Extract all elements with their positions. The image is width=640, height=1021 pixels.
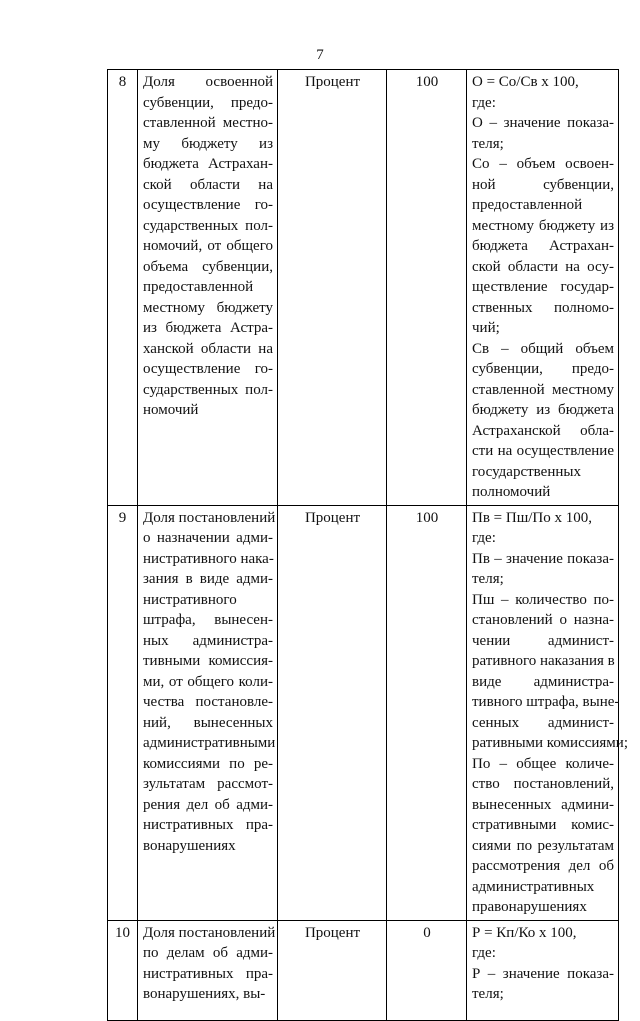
formula-line: Пв = Пш/По х 100, [472,509,593,526]
formula-line: Со – объем освоен- [472,156,614,172]
formula-line: тивного штрафа, выне- [472,694,620,710]
formula-cell [467,920,619,1020]
formula-line: субвенции, предо- [472,361,614,377]
table-row [108,920,619,1020]
indicator-name-line: предоставленной [143,279,254,295]
indicator-name-line: местному бюджету [143,299,273,316]
formula-line: чении админист- [472,632,614,649]
indicator-name-line: административными [143,735,276,751]
indicator-name-line: нистративных пра- [143,817,273,833]
indicator-name-line: бюджета Астрахан- [143,156,273,172]
indicator-name-line: рения дел об адми- [143,796,273,813]
indicator-name-line: нистративного [143,591,237,608]
formula-line: ной субвенции, [472,176,614,193]
formula-line: ставленной местному [472,381,614,398]
indicator-name-line: ний, вынесенных [143,714,273,731]
unit-cell: Процент [278,70,387,506]
formula-line: предоставленной [472,197,583,213]
target-value-cell: 100 [387,70,467,506]
formula-line: ративными комиссиями; [472,735,628,751]
formula-line: О – значение показа- [472,115,614,131]
indicator-name-line: му бюджету из [143,135,273,152]
formula-line: ской области на осу- [472,258,614,275]
formula-line: По – общее количе- [472,755,614,772]
row-number-cell: 10 [108,920,138,1020]
indicator-name-line: номочий [143,402,199,418]
formula-line: где: [472,530,496,546]
formula-line: сиями по результатам [472,837,614,854]
indicator-name-line: осуществление го- [143,197,273,213]
indicator-name-cell [138,70,278,506]
target-value-cell: 100 [387,505,467,920]
indicator-name-line: чества постановле- [143,694,273,710]
indicator-name-line: ской области на [143,176,273,193]
indicator-name-line: по делам об адми- [143,945,273,961]
indicator-name-line: ставленной местно- [143,115,273,131]
formula-line: стративными комис- [472,817,614,833]
formula-line: рассмотрения дел об [472,858,614,874]
indicator-name-line: Доля постановлений [143,924,276,941]
indicators-table [107,69,628,1021]
formula-line: Св – общий объем [472,340,614,357]
formula-line: теля; [472,571,504,587]
formula-line: ство постановлений, [472,776,614,792]
indicator-name-line: нистративного нака- [143,550,274,567]
indicator-name-line: нистративных пра- [143,965,273,982]
formula-line: сенных админист- [472,714,614,731]
row-number-cell: 8 [108,70,138,506]
indicator-name-line: ханской области на [143,340,273,357]
formula-line: полномочий [472,484,551,500]
indicator-name-cell [138,920,278,1020]
indicator-name-cell [138,505,278,920]
formula-line: где: [472,945,496,961]
formula-line: государственных [472,463,581,480]
formula-line: становлений о назна- [472,612,614,628]
formula-line: правонарушениях [472,899,587,915]
indicator-name-line: ми, от общего коли- [143,673,273,690]
formula-line: где: [472,94,496,111]
formula-line: О = Со/Св х 100, [472,74,579,90]
formula-line: местному бюджету из [472,217,614,234]
indicator-name-line: о назначении адми- [143,530,273,546]
formula-line: ративного наказания в [472,653,615,669]
formula-line: ственных полномо- [472,299,614,316]
formula-line: бюджета Астрахан- [472,238,614,254]
formula-line: ществление государ- [472,279,614,295]
formula-line: бюджету из бюджета [472,402,614,418]
formula-line: Р = Кп/Ко х 100, [472,924,577,941]
indicator-name-line: номочий, от общего [143,238,273,254]
formula-line: теля; [472,986,504,1002]
table-row [108,505,619,920]
indicator-name-line: вонарушениях [143,837,236,854]
table-row [108,70,619,506]
indicator-name-line: зультатам рассмот- [143,776,273,792]
formula-line: Пв – значение показа- [472,550,614,567]
indicator-name-line: ных администра- [143,632,273,649]
indicator-name-line: тивными комиссия- [143,653,273,669]
indicator-name-line: осуществление го- [143,361,273,377]
indicator-name-line: из бюджета Астра- [143,320,273,336]
formula-line: Астраханской обла- [472,422,614,439]
formula-cell [467,505,628,920]
formula-line: чий; [472,320,500,336]
formula-line: Пш – количество по- [472,591,614,608]
indicator-name-line: сударственных пол- [143,217,273,234]
unit-cell: Процент [278,505,387,920]
target-value-cell: 0 [387,920,467,1020]
indicator-name-line: субвенции, предо- [143,94,273,111]
unit-cell: Процент [278,920,387,1020]
page-number: 7 [316,47,324,63]
formula-cell [467,70,619,506]
indicator-name-line: Доля освоенной [143,74,273,90]
indicator-name-line: зания в виде адми- [143,571,273,587]
indicator-name-line: объема субвенции, [143,258,273,275]
formula-line: Р – значение показа- [472,965,614,982]
formula-line: административных [472,878,595,895]
indicator-name-line: Доля постановлений [143,509,276,526]
indicator-name-line: комиссиями по ре- [143,755,273,772]
row-number-cell: 9 [108,505,138,920]
formula-line: вынесенных админи- [472,796,614,813]
formula-line: виде администра- [472,673,614,690]
formula-line: сти на осуществление [472,443,614,459]
indicator-name-line: сударственных пол- [143,381,273,398]
indicator-name-line: штрафа, вынесен- [143,612,273,628]
indicator-name-line: вонарушениях, вы- [143,986,266,1002]
formula-line: теля; [472,135,504,152]
